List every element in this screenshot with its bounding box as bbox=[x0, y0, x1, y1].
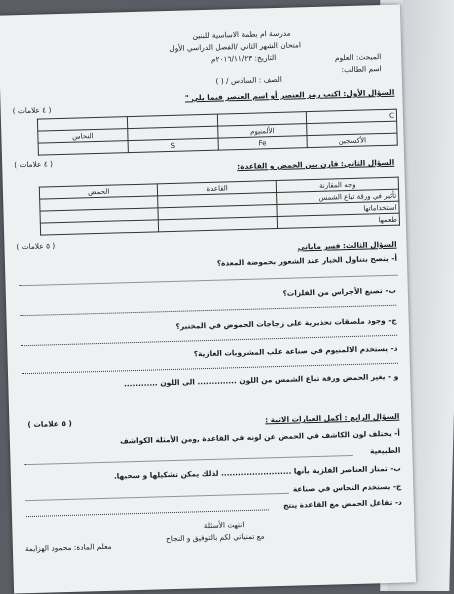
answer-line bbox=[20, 305, 396, 316]
grade-label: الصف : السادس / ( ) bbox=[215, 74, 283, 86]
q2-header: القاعدة bbox=[158, 181, 277, 196]
q1-cell bbox=[38, 141, 128, 156]
q3-item-b: ب- تصنع الأجراس من الفلزات؟ bbox=[282, 285, 396, 298]
q3-item-d: د- يستخدم الالمنيوم في صناعة علب المشروبات الغازية؟ bbox=[193, 343, 398, 359]
student-name-label: اسم الطالب: bbox=[341, 64, 382, 75]
q2-cell bbox=[159, 217, 278, 232]
q4-item-a-cont: الطبيعية bbox=[369, 445, 401, 456]
q2-row-label: استخداماتها bbox=[277, 201, 399, 216]
q3-item-a: أ- ينصح بتناول الخبار عند الشعور بحموضة المعدة؟ bbox=[216, 253, 398, 268]
teacher-name: معلم المادة: محمود الهزايمة bbox=[24, 541, 112, 554]
q1-cell: الأكسجين bbox=[307, 133, 397, 148]
q2-table bbox=[39, 177, 400, 236]
exam-title: امتحان الشهر الثاني /الفصل الدراسي الأول bbox=[169, 40, 302, 53]
q1-cell: Fe bbox=[218, 136, 308, 151]
q1-title: السؤال الأول: اكتب رمز العنصر أو اسم العنصر فيما يلي " bbox=[184, 87, 395, 103]
q4-item-a: أ- يختلف لون الكاشف في الحمض عن لونه في القاعدة ,ومن الأمثلة الكواشف bbox=[119, 428, 400, 446]
q2-cell bbox=[40, 220, 159, 235]
q3-item-e: و - يغير الحمض ورقة تباع الشمس من اللون .............. الى اللون ............ bbox=[123, 371, 399, 389]
exam-paper bbox=[0, 5, 416, 594]
q2-row-label: تأثير في ورقة تباع الشمس bbox=[277, 189, 399, 204]
q3-title: السؤال الثالث: فسر ماياتي bbox=[297, 239, 397, 252]
q2-header: الحمض bbox=[39, 184, 158, 199]
q1-cell: الألمنيوم bbox=[217, 124, 307, 139]
answer-line bbox=[25, 455, 353, 465]
answer-line bbox=[26, 493, 289, 501]
exam-date: التاريخ: ٢٠١٦/١١/٢٣م bbox=[210, 52, 277, 64]
q4-marks: ( ٥ علامات ) bbox=[27, 418, 72, 430]
q3-item-c: ج- وجود ملصقات تحذيرية على زجاجات الحموض في المختبر؟ bbox=[175, 315, 397, 331]
answer-line bbox=[26, 509, 269, 517]
school-name: مدرسة ام بطمة الاساسية للبنين bbox=[192, 28, 291, 41]
end-note: انتهت الأسئلة bbox=[203, 520, 245, 531]
subject-label: المبحث: العلوم bbox=[334, 52, 382, 63]
q2-title: السؤال الثاني: قارن بين الحمض و القاعدة: bbox=[237, 157, 395, 172]
q2-row-label: طعمها bbox=[277, 213, 399, 228]
q1-cell: النحاس bbox=[38, 129, 128, 144]
q4-item-c: ج- يستخدم النحاس في صناعة bbox=[292, 481, 402, 494]
q4-title: السؤال الرابع : أكمل العبارات الاتية : bbox=[265, 411, 400, 425]
q2-marks: ( ٤ علامات ) bbox=[14, 159, 54, 170]
q1-cell: C bbox=[307, 109, 397, 124]
wish-note: مع تمنياتي لكم بالتوفيق و النجاح bbox=[165, 531, 265, 544]
q3-marks: ( ٥ علامات ) bbox=[16, 241, 56, 252]
q2-header: وجه المقارنة bbox=[276, 177, 398, 192]
q1-cell: S bbox=[128, 138, 218, 153]
q4-item-d: د- تفاعل الحمض مع القاعدة ينتج bbox=[282, 497, 402, 510]
q1-marks: ( ٤ علامات ) bbox=[12, 105, 52, 116]
q1-table bbox=[37, 109, 398, 156]
q4-item-b: ب- تمتاز العناصر الفلزية بأنها ......................... لذلك يمكن تشكيلها و سحبها. bbox=[113, 463, 401, 481]
answer-line bbox=[20, 275, 398, 287]
